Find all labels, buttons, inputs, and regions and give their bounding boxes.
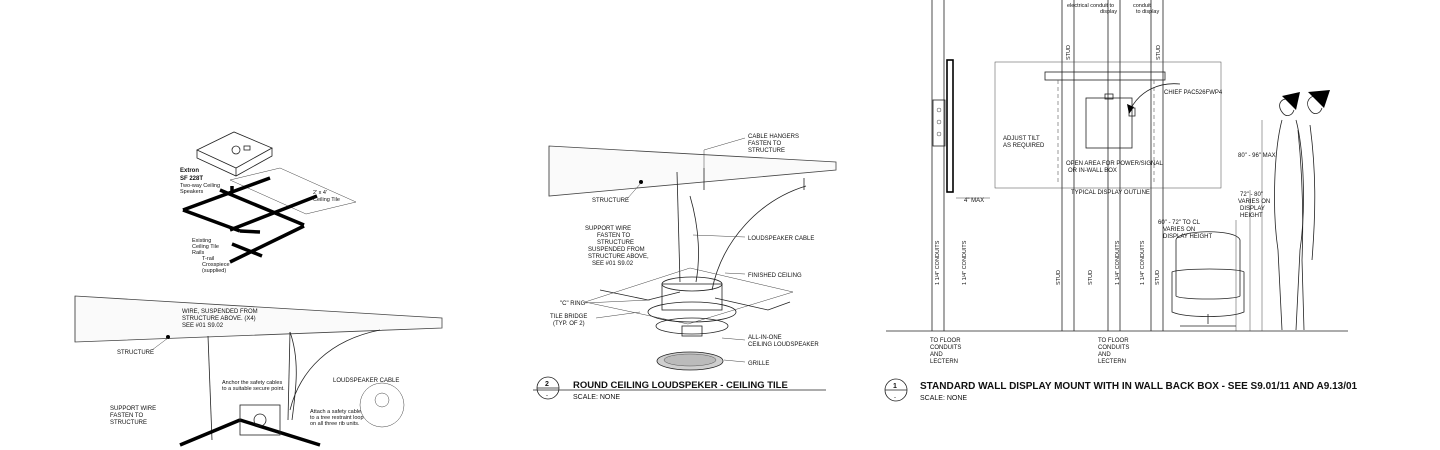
structure-marker [166,335,170,339]
detail-extron-tile-speaker [180,132,356,274]
adjust-tilt-label-1: ADJUST TILT [1003,136,1040,142]
grille-label: GRILLE [748,361,770,367]
wire-label-2: STRUCTURE ABOVE. (X4) [182,316,256,322]
stud-label: STUD [1155,270,1161,285]
detail-number: 1 [893,383,897,390]
support-label-2: FASTEN TO [597,233,631,239]
height-60-label-3: DISPLAY HEIGHT [1163,234,1213,240]
structure-beam [549,146,836,196]
ceiling-label: FINISHED CEILING [748,273,802,279]
support-label-1: SUPPORT WIRE [110,406,157,412]
rails-label-3: Rails [192,250,205,256]
chief-model-label: CHIEF PAC526FWP4 [1164,90,1223,96]
support-label-3: STRUCTURE [110,420,147,426]
speaker-can [662,284,722,310]
height-80-label: 80" - 96" MAX [1238,153,1276,159]
floor-label-4: LECTERN [1098,359,1127,365]
structure-slab [75,296,442,342]
hangers-label-3: STRUCTURE [748,148,785,154]
wall-mount-bracket [933,100,945,146]
detail-2-round-ceiling-loudspeaker [533,134,836,401]
sheet-ref: - [546,393,548,399]
attach-note-3: on all three rib units. [310,421,360,427]
speaker-detail-bubble [360,383,404,427]
crosspiece-label-2: Crosspiece [202,262,230,268]
top-note-2: display [1100,9,1118,15]
detail-scale: SCALE: NONE [920,395,968,402]
floor-label-3: AND [930,352,943,358]
support-label-3: STRUCTURE [597,240,634,246]
rails-label-1: Existing [192,238,212,244]
support-label-1: SUPPORT WIRE [585,226,632,232]
floor-label-2: CONDUITS [930,345,962,351]
height-72-label-3: DISPLAY [1240,206,1265,212]
height-72-label-1: 72" - 80" [1240,192,1263,198]
extron-desc-1: Two-way Ceiling [180,183,221,189]
cable-label: LOUDSPEAKER CABLE [333,378,400,384]
stud-label: STUD [1156,45,1162,60]
display-side [947,60,953,192]
display-outline-label: TYPICAL DISPLAY OUTLINE [1071,190,1150,196]
crosspiece-label-1: T-rail [202,256,215,262]
anchor-note-2: to a suitable secure point. [222,386,285,392]
support-label-5: STRUCTURE ABOVE, [588,254,649,260]
height-72-label-4: HEIGHT [1240,213,1263,219]
all-in-one-label-2: CEILING LOUDSPEAKER [748,342,819,348]
attach-note-2: to a tree restraint loop [310,415,364,421]
in-wall-box [1086,98,1132,148]
tile-bridge-label-1: TILE BRIDGE [550,314,588,320]
attach-note-1: Attach a safety cable [310,409,362,415]
floor-label-1: TO FLOOR [930,338,961,344]
stud-label: STUD [1088,270,1094,285]
structure-dot [639,180,643,184]
stud-label: STUD [1066,45,1072,60]
extron-brand: Extron [180,168,200,174]
crosspiece-label-3: (supplied) [202,268,227,274]
top-note-4: to display [1136,9,1160,15]
floor-label-4: LECTERN [930,359,959,365]
top-note-1: electrical conduit to [1067,3,1115,9]
hangers-label-2: FASTEN TO [748,141,782,147]
conduit-label: 1 1/4" CONDUITS [1115,240,1121,285]
conduit-label: 1 1/4" CONDUITS [1140,240,1146,285]
tile-size-label-1: 2' x 4' [313,190,328,196]
extron-desc-2: Speakers [180,189,204,195]
cable-label: LOUDSPEAKER CABLE [748,236,815,242]
height-72-label-2: VARIES ON [1238,199,1271,205]
c-ring-label: "C" RING [560,301,586,307]
wire-label-3: SEE #01 S9.02 [182,323,224,329]
all-in-one-label-1: ALL-IN-ONE [748,335,782,341]
top-note-3: conduit [1133,3,1151,9]
detail-1-wall-display-mount [885,0,1358,402]
detail-title: STANDARD WALL DISPLAY MOUNT WITH IN WALL BACK BOX - SEE S9.01/11 AND A9.13/01 [920,381,1358,392]
floor-label-2: CONDUITS [1098,345,1130,351]
height-60-label-2: VARIES ON [1163,227,1196,233]
adjust-tilt-label-2: AS REQUIRED [1003,143,1045,149]
detail-1-title-block [885,379,1358,402]
wire-label-1: WIRE, SUSPENDED FROM [182,309,258,315]
stud-label: STUD [1056,270,1062,285]
detail-suspended-speaker [75,296,442,445]
height-60-label-1: 60" - 72" TO CL [1158,220,1201,226]
detail-title: ROUND CEILING LOUDSPEKER - CEILING TILE [573,380,788,391]
detail-number: 2 [545,381,549,388]
support-label-2: FASTEN TO [110,413,144,419]
support-label-6: SEE #01 S9.02 [592,261,634,267]
standing-people [1275,90,1330,330]
tile-size-label-2: Ceiling Tile [313,197,340,203]
sheet-ref: - [894,395,896,401]
floor-label-1: TO FLOOR [1098,338,1129,344]
structure-label: STRUCTURE [592,198,629,204]
conduit-label: 1 1/4" CONDUITS [935,240,941,285]
max-offset-label: 4" MAX [964,198,985,204]
structure-label: STRUCTURE [117,350,154,356]
detail-2-title-block [533,377,826,401]
chair [1172,232,1244,326]
conduit-label: 1 1/4" CONDUITS [962,240,968,285]
tile-bridge-label-2: (TYP. OF 2) [553,321,585,327]
open-area-label-2: OR IN-WALL BOX [1068,168,1117,174]
rails-label-2: Ceiling Tile [192,244,219,250]
hangers-label-1: CABLE HANGERS [748,134,800,140]
floor-label-3: AND [1098,352,1111,358]
detail-scale: SCALE: NONE [573,394,621,401]
extron-model: SF 228T [180,176,204,182]
open-area-label-1: OPEN AREA FOR POWER/SIGNAL [1066,161,1163,167]
anchor-note-1: Anchor the safety cables [222,380,283,386]
support-label-4: SUSPENDED FROM [588,247,645,253]
